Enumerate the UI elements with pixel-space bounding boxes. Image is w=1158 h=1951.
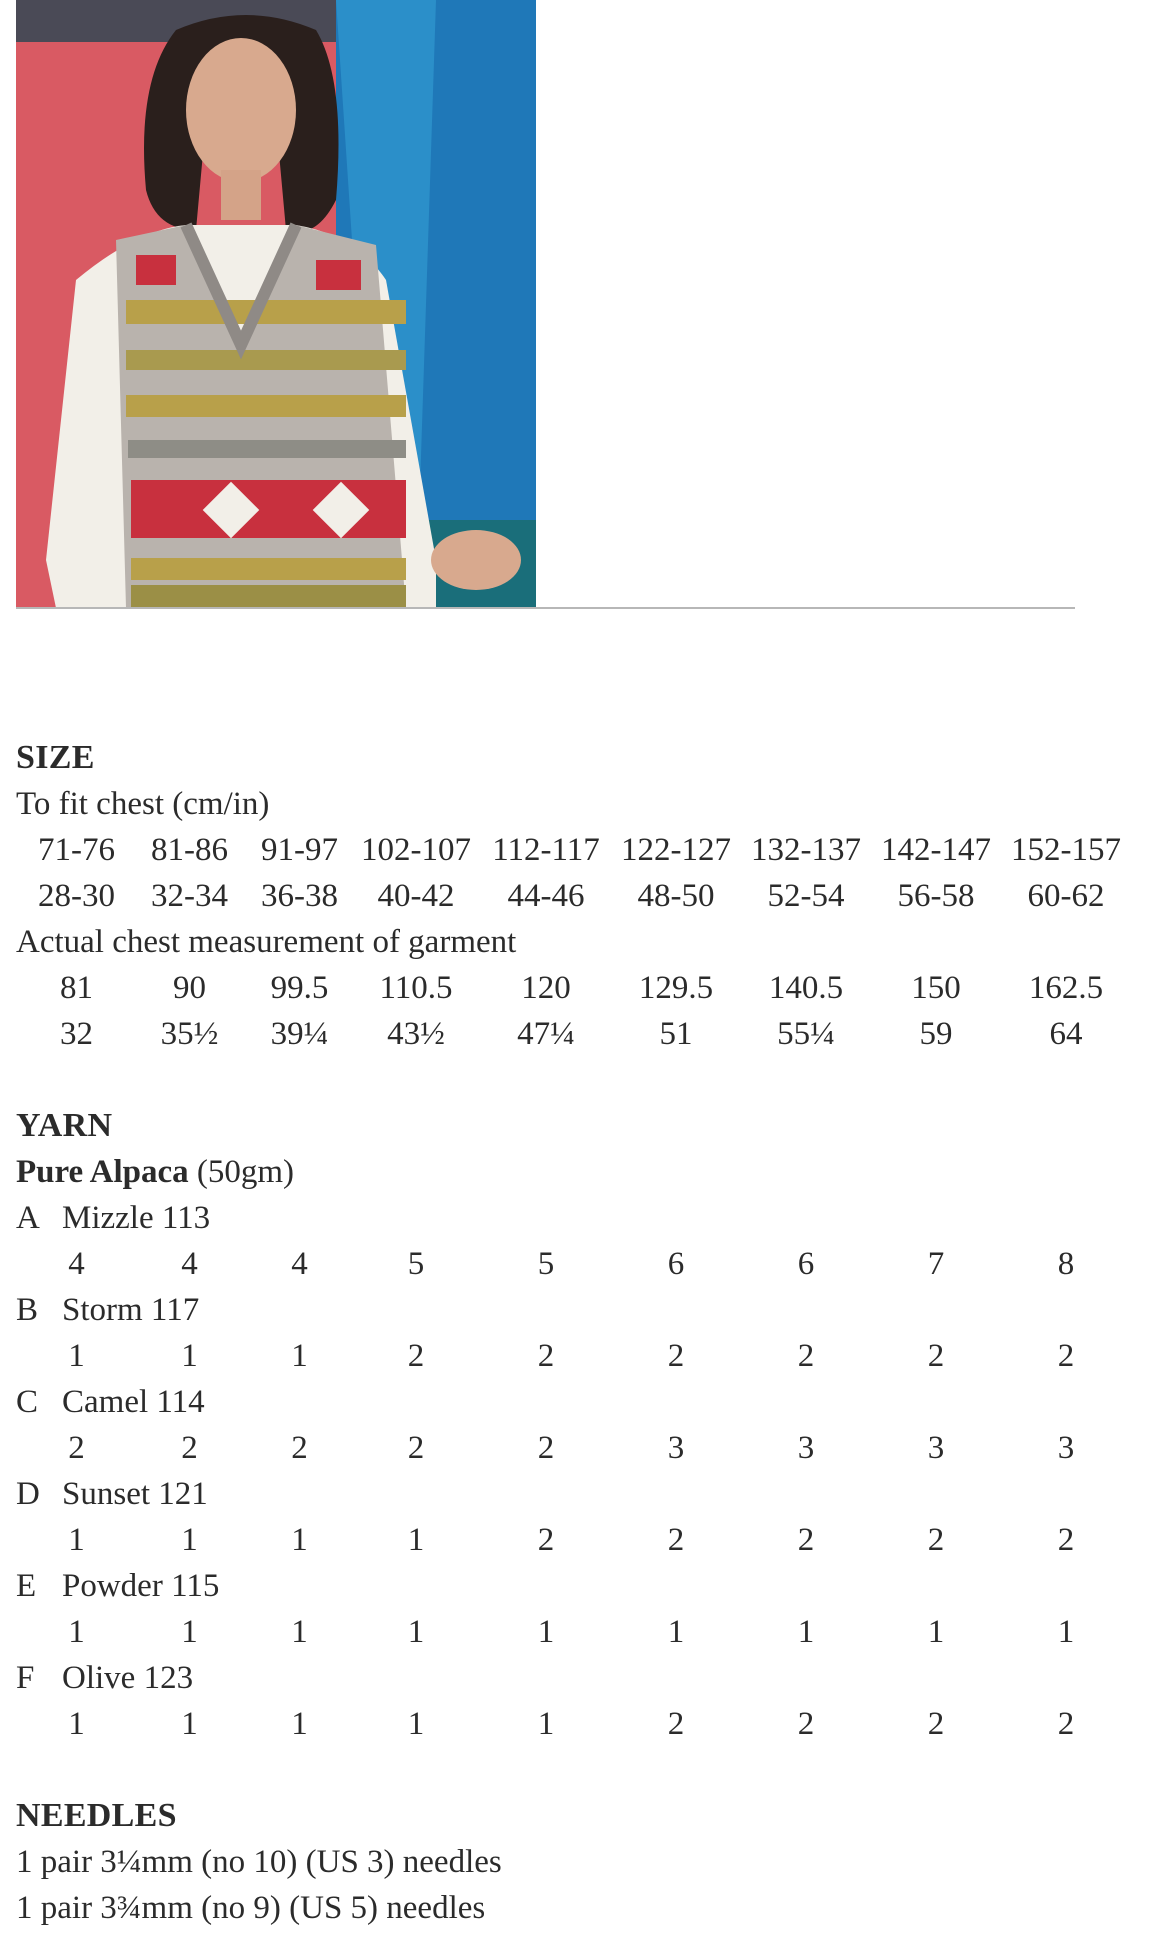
yarn-quantity: 6 [797, 1246, 815, 1282]
yarn-quantity: 1 [68, 1522, 85, 1558]
fit-chest-label: To fit chest (cm/in) [16, 786, 270, 822]
actual-in-9: 64 [1049, 1016, 1083, 1052]
actual-cm-8: 150 [911, 970, 961, 1006]
yarn-quantity: 1 [181, 1338, 198, 1374]
yarn-quantity: 1 [181, 1706, 198, 1742]
actual-cm-6: 129.5 [638, 970, 714, 1006]
yarn-quantity: 1 [181, 1522, 198, 1558]
yarn-quantity-row [16, 1425, 1146, 1471]
fit-in-5: 44-46 [507, 878, 585, 914]
yarn-quantity: 7 [927, 1246, 945, 1282]
yarn-colour-name: Camel 114 [62, 1384, 205, 1420]
yarn-name: Pure Alpaca [16, 1154, 189, 1190]
yarn-colour-letter: B [16, 1292, 39, 1328]
yarn-quantity: 2 [667, 1522, 685, 1558]
yarn-quantity: 3 [797, 1430, 815, 1466]
yarn-quantity: 1 [407, 1706, 425, 1742]
needles-heading: NEEDLES [16, 1797, 177, 1834]
yarn-quantity: 2 [927, 1706, 945, 1742]
yarn-quantity: 1 [537, 1706, 555, 1742]
yarn-quantity: 3 [667, 1430, 685, 1466]
yarn-quantity-row [16, 1517, 1146, 1563]
yarn-quantity: 2 [927, 1522, 945, 1558]
fit-in-2: 32-34 [151, 878, 228, 914]
yarn-quantity: 2 [1057, 1706, 1075, 1742]
fit-in-4: 40-42 [377, 878, 455, 914]
yarn-quantity: 1 [407, 1614, 425, 1650]
fit-cm-7: 132-137 [751, 832, 861, 868]
yarn-colour-name: Mizzle 113 [62, 1200, 211, 1236]
yarn-quantity: 5 [407, 1246, 425, 1282]
yarn-quantity-row [16, 1333, 1146, 1379]
yarn-quantity-row [16, 1701, 1146, 1747]
yarn-quantity: 2 [537, 1430, 555, 1466]
fit-cm-4: 102-107 [361, 832, 471, 868]
model-photo [16, 0, 536, 608]
actual-cm-7: 140.5 [768, 970, 844, 1006]
yarn-quantity: 1 [291, 1614, 308, 1650]
actual-cm-9: 162.5 [1028, 970, 1104, 1006]
yarn-quantity: 2 [537, 1522, 555, 1558]
yarn-quantity: 1 [797, 1614, 815, 1650]
yarn-weight: (50gm) [196, 1154, 295, 1190]
fit-in-7: 52-54 [767, 878, 845, 914]
fit-in-3: 36-38 [261, 878, 338, 914]
fit-cm-6: 122-127 [621, 832, 731, 868]
yarn-colour-letter: F [16, 1660, 35, 1696]
actual-cm-5: 120 [521, 970, 571, 1006]
fit-in-8: 56-58 [897, 878, 975, 914]
yarn-colour-label [16, 1471, 1146, 1517]
yarn-quantity: 8 [1057, 1246, 1075, 1282]
yarn-quantity: 1 [291, 1706, 308, 1742]
fit-cm-2: 81-86 [151, 832, 228, 868]
actual-chest-in-row [16, 1011, 1146, 1057]
yarn-quantity: 2 [667, 1338, 685, 1374]
yarn-quantity: 2 [537, 1338, 555, 1374]
yarn-quantity: 1 [291, 1522, 308, 1558]
size-heading: SIZE [16, 739, 95, 776]
yarn-colour-letter: D [16, 1476, 40, 1512]
fit-cm-1: 71-76 [38, 832, 115, 868]
actual-in-5: 47¼ [517, 1016, 575, 1052]
actual-cm-4: 110.5 [379, 970, 453, 1006]
yarn-quantity: 2 [1057, 1338, 1075, 1374]
needle-item: 1 pair 3¾mm (no 9) (US 5) needles [16, 1890, 486, 1926]
yarn-name-line [16, 1149, 1146, 1195]
yarn-quantity-row [16, 1241, 1146, 1287]
fit-in-9: 60-62 [1027, 878, 1105, 914]
yarn-colour-name: Sunset 121 [62, 1476, 208, 1512]
yarn-colour-label [16, 1195, 1146, 1241]
yarn-quantity: 2 [407, 1338, 425, 1374]
needle-item: 1 pair 3¼mm (no 10) (US 3) needles [16, 1844, 502, 1880]
yarn-quantity: 2 [1057, 1522, 1075, 1558]
yarn-quantity: 3 [1057, 1430, 1075, 1466]
yarn-quantity: 1 [927, 1614, 945, 1650]
yarn-quantity: 6 [667, 1246, 685, 1282]
yarn-colour-letter: A [16, 1200, 40, 1236]
fit-chest-in-row [16, 873, 1146, 919]
actual-chest-label: Actual chest measurement of garment [16, 924, 517, 960]
actual-in-2: 35½ [160, 1016, 219, 1052]
yarn-quantity: 1 [537, 1614, 555, 1650]
yarn-colours [16, 1195, 1146, 1747]
yarn-quantity: 1 [181, 1614, 198, 1650]
yarn-quantity: 2 [407, 1430, 425, 1466]
yarn-colour-label [16, 1287, 1146, 1333]
yarn-quantity: 2 [68, 1430, 85, 1466]
yarn-quantity: 2 [797, 1338, 815, 1374]
fit-cm-8: 142-147 [881, 832, 991, 868]
fit-cm-9: 152-157 [1011, 832, 1121, 868]
model-wearing-fair-isle-vest-image [16, 0, 536, 608]
fit-in-6: 48-50 [637, 878, 715, 914]
yarn-heading: YARN [16, 1107, 113, 1144]
yarn-quantity: 5 [537, 1246, 555, 1282]
yarn-colour-label [16, 1379, 1146, 1425]
yarn-quantity: 4 [68, 1246, 85, 1282]
yarn-colour-letter: E [16, 1568, 37, 1604]
actual-chest-cm-row [16, 965, 1146, 1011]
yarn-quantity: 1 [68, 1706, 85, 1742]
fit-chest-cm-row [16, 827, 1146, 873]
yarn-quantity: 1 [68, 1338, 85, 1374]
yarn-quantity: 2 [181, 1430, 198, 1466]
divider-rule [16, 607, 1075, 609]
fit-cm-3: 91-97 [261, 832, 338, 868]
yarn-quantity: 4 [291, 1246, 308, 1282]
yarn-colour-name: Powder 115 [62, 1568, 220, 1604]
yarn-quantity: 2 [291, 1430, 308, 1466]
yarn-quantity: 2 [667, 1706, 685, 1742]
yarn-quantity-row [16, 1609, 1146, 1655]
fit-in-1: 28-30 [38, 878, 115, 914]
actual-in-4: 43½ [387, 1016, 445, 1052]
yarn-quantity: 2 [927, 1338, 945, 1374]
yarn-quantity: 3 [927, 1430, 945, 1466]
actual-in-6: 51 [659, 1016, 693, 1052]
yarn-colour-name: Olive 123 [62, 1660, 194, 1696]
yarn-quantity: 1 [407, 1522, 425, 1558]
actual-in-8: 59 [919, 1016, 953, 1052]
yarn-colour-label [16, 1655, 1146, 1701]
actual-cm-3: 99.5 [270, 970, 329, 1006]
yarn-quantity: 1 [68, 1614, 85, 1650]
yarn-colour-label [16, 1563, 1146, 1609]
yarn-quantity: 1 [291, 1338, 308, 1374]
yarn-quantity: 1 [667, 1614, 685, 1650]
actual-in-1: 32 [60, 1016, 93, 1052]
yarn-quantity: 2 [797, 1706, 815, 1742]
actual-in-3: 39¼ [270, 1016, 329, 1052]
actual-cm-2: 90 [173, 970, 206, 1006]
actual-in-7: 55¼ [777, 1016, 835, 1052]
yarn-quantity: 2 [797, 1522, 815, 1558]
pattern-specifications [16, 735, 1146, 1931]
yarn-quantity: 1 [1057, 1614, 1075, 1650]
yarn-colour-name: Storm 117 [62, 1292, 200, 1328]
yarn-colour-letter: C [16, 1384, 39, 1420]
fit-cm-5: 112-117 [492, 832, 600, 868]
actual-cm-1: 81 [60, 970, 93, 1006]
yarn-quantity: 4 [181, 1246, 198, 1282]
